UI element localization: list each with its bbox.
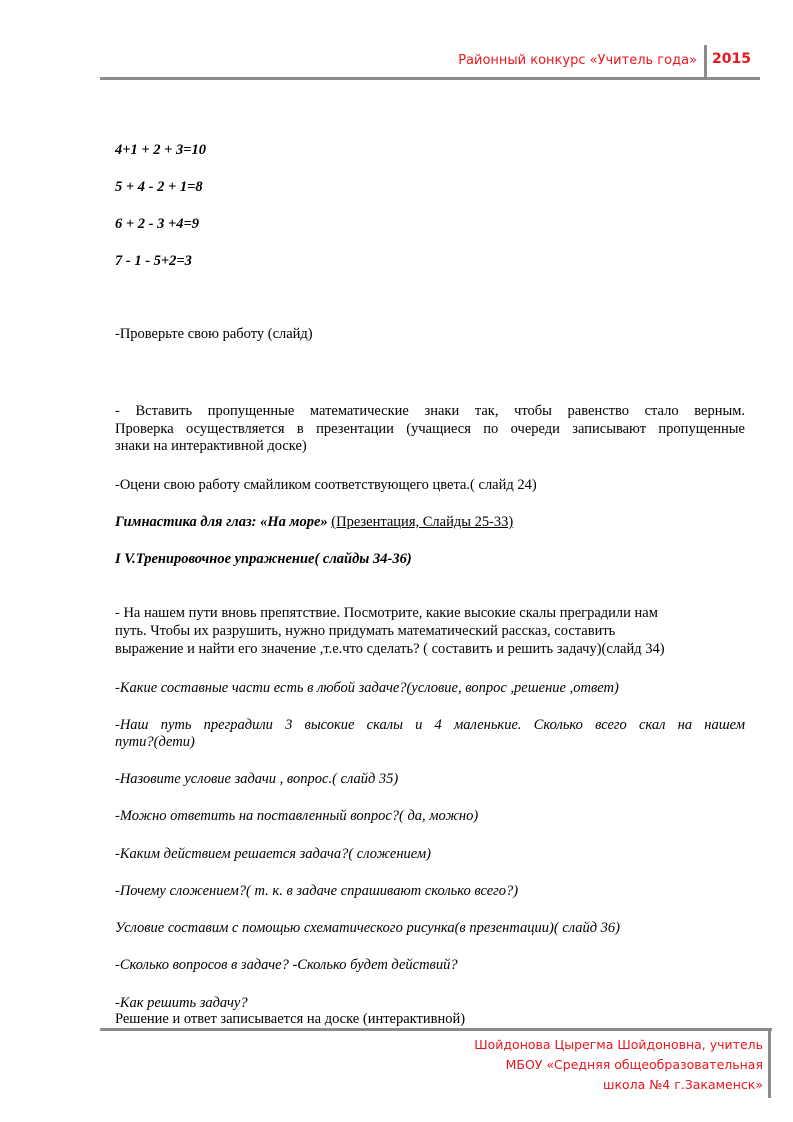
footer-rule [100, 1028, 772, 1031]
equation-1: 4+1 + 2 + 3=10 [115, 142, 207, 158]
header-year: 2015 [712, 51, 751, 67]
footer-school-line-2: школа №4 г.Закаменск» [603, 1077, 763, 1092]
header-divider [704, 45, 707, 79]
self-assess-text: -Оцени свою работу смайликом соответствующего цвета.( слайд 24) [115, 477, 537, 493]
gymnastics-line [115, 514, 513, 530]
question-answerable: -Можно ответить на поставленный вопрос?( да, можно) [115, 808, 479, 824]
footer-divider [768, 1030, 771, 1098]
header-title: Районный конкурс «Учитель года» [458, 53, 697, 68]
footer-school-line-1: МБОУ «Средняя общеобразовательная [505, 1057, 763, 1072]
equation-2: 5 + 4 - 2 + 1=8 [115, 179, 203, 195]
obstacle-line-3: выражение и найти его значение ,т.е.что сделать? ( составить и решить задачу)(слайд 34) [115, 641, 665, 657]
question-how-solve: -Как решить задачу? [115, 995, 248, 1011]
question-condition: -Назовите условие задачи , вопрос.( слайд 35) [115, 771, 399, 787]
question-schematic: Условие составим с помощью схематического рисунка(в презентации)( слайд 36) [115, 920, 621, 936]
footer-author: Шойдонова Цырегма Шойдоновна, учитель [474, 1037, 763, 1052]
question-why-add: -Почему сложением?( т. к. в задаче спрашивают сколько всего?) [115, 883, 519, 899]
question-rocks-line-2: пути?(дети) [115, 734, 195, 750]
equation-3: 6 + 2 - 3 +4=9 [115, 216, 199, 232]
insert-signs-line-2: Проверка осуществляется в презентации (учащиеся по очереди записывают пропущенные [115, 421, 745, 437]
question-how-many: -Сколько вопросов в задаче? -Сколько будет действий? [115, 957, 458, 973]
question-operation: -Каким действием решается задача?( сложением) [115, 846, 431, 862]
question-rocks-line-1: -Наш путь преградили 3 высокие скалы и 4 маленькие. Сколько всего скал на нашем [115, 717, 745, 733]
section-iv-heading: I V.Тренировочное упражнение( слайды 34-36) [115, 551, 412, 567]
check-work-text: -Проверьте свою работу (слайд) [115, 326, 313, 342]
header-rule [100, 77, 760, 80]
obstacle-line-2: путь. Чтобы их разрушить, нужно придумать математический рассказ, составить [115, 623, 616, 639]
solution-note: Решение и ответ записывается на доске (интерактивной) [115, 1011, 466, 1027]
equation-4: 7 - 1 - 5+2=3 [115, 253, 192, 269]
obstacle-line-1: - На нашем пути вновь препятствие. Посмотрите, какие высокие скалы преградили нам [115, 605, 658, 621]
gymnastics-title: Гимнастика для глаз: «На море» [115, 514, 328, 530]
insert-signs-line-3: знаки на интерактивной доске) [115, 438, 307, 454]
gymnastics-presentation-link[interactable]: (Презентация, Слайды 25-33) [331, 514, 514, 530]
insert-signs-line-1: - Вставить пропущенные математические знаки так, чтобы равенство стало верным. [115, 403, 745, 419]
question-parts: -Какие составные части есть в любой задаче?(условие, вопрос ,решение ,ответ) [115, 680, 619, 696]
